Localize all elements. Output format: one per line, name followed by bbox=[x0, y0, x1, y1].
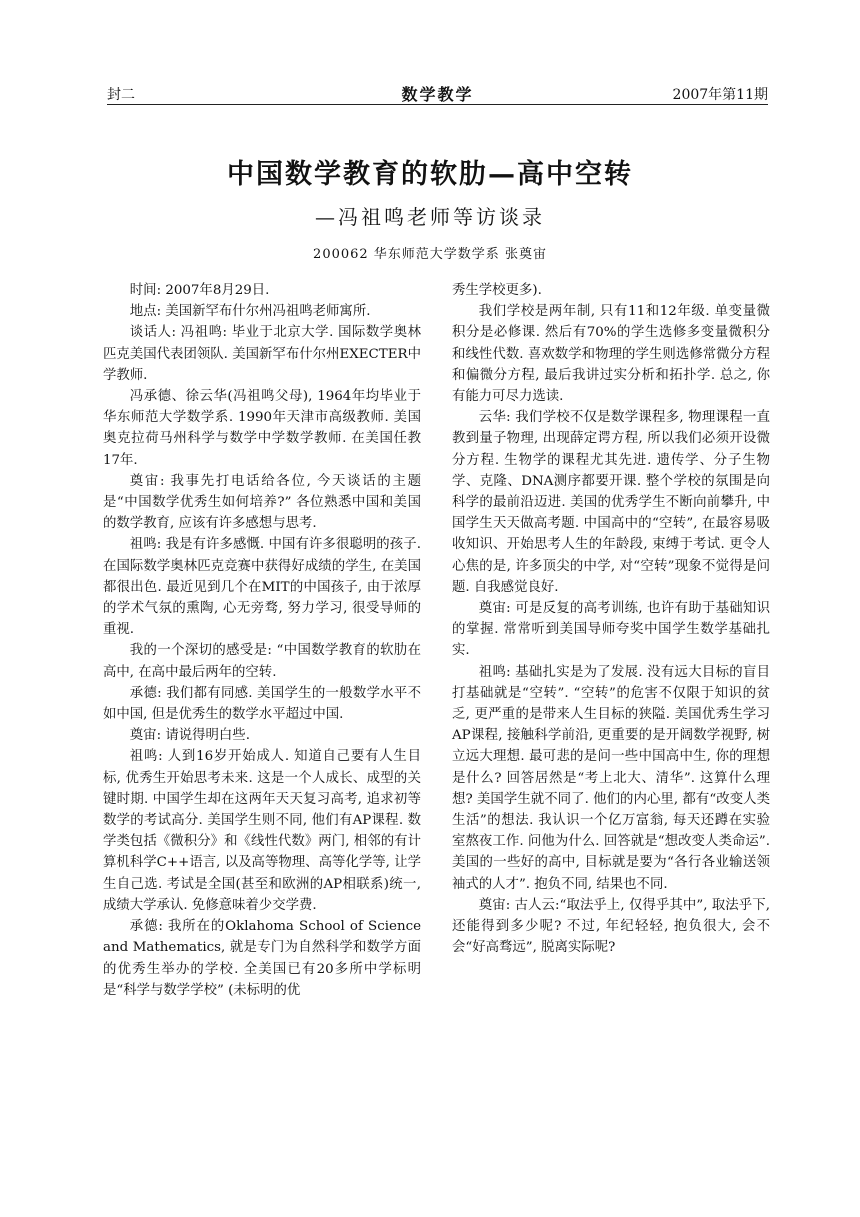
article-title: 中国数学教育的软肋—高中空转 bbox=[227, 159, 633, 190]
running-header bbox=[107, 80, 768, 105]
paragraph: 云华: 我们学校不仅是数学课程多, 物理课程一直教到量子物理, 出现薛定谔方程, 所以我们必须开设微分方程. 生物学的课程尤其先进. 遗传学、分子生物学、克隆、DNA测序都要开课. 整个学校的氛围是向科学的最前沿迈进. 美国的优秀学生不断向前攀升, 中国学生天天做高考题. 中国高中的“空转”, 在最容易吸收知识、开始思考人生的年龄段, 束缚于考试. 更令人心焦的是, 许多顶尖的中学, 对“空转”现象不觉得是问题. 自我感觉良好. bbox=[452, 410, 770, 595]
paragraph: 奠宙: 我事先打电话给各位, 今天谈话的主题是“中国数学优秀生如何培养?” 各位熟悉中国和美国的数学教育, 应该有许多感想与思考. bbox=[103, 473, 421, 532]
paragraph: 奠宙: 古人云:“取法乎上, 仅得乎其中”, 取法乎下, 还能得到多少呢? 不过, 年纪轻轻, 抱负很大, 会不会“好高骛远”, 脱离实际呢? bbox=[452, 897, 770, 956]
journal-name: 数学教学 bbox=[401, 85, 474, 104]
issue-label: 2007年第11期 bbox=[672, 87, 768, 103]
paragraph-continuation: 秀生学校更多). bbox=[452, 283, 542, 298]
right-column bbox=[452, 280, 770, 959]
paragraph: 祖鸣: 我是有许多感慨. 中国有许多很聪明的孩子. 在国际数学奥林匹克竞赛中获得好成绩的学生, 在美国都很出色. 最近见到几个在MIT的中国孩子, 由于浓厚的学术气氛的熏陶, 心无旁骛, 努力学习, 很受导师的重视. bbox=[103, 537, 421, 638]
paragraph: 冯承德、徐云华(冯祖鸣父母), 1964年均毕业于华东师范大学数学系. 1990年天津市高级教师. 美国奥克拉荷马州科学与数学中学数学教师. 在美国任教17年. bbox=[103, 389, 421, 468]
paragraph: 祖鸣: 基础扎实是为了发展. 没有远大目标的盲目打基础就是“空转”. “空转”的危害不仅限于知识的贫乏, 更严重的是带来人生目标的狭隘. 美国优秀生学习AP课程, 接触科学前沿, 更重要的是开阔数学视野, 树立远大理想. 最可悲的是问一些中国高中生, 你的理想是什么? 回答居然是“考上北大、清华”. 这算什么理想? 美国学生就不同了. 他们的内心里, 都有“改变人类生活”的想法. 我认识一个亿万富翁, 每天还蹲在实验室熬夜工作. 问他为什么. 回答就是“想改变人类命运”. 美国的一些好的高中, 目标就是要为“各行各业输送领袖式的人才”. 抱负不同, 结果也不同. bbox=[452, 664, 770, 892]
paragraph: 承德: 我们都有同感. 美国学生的一般数学水平不如中国, 但是优秀生的数学水平超过中国. bbox=[103, 685, 421, 723]
paragraph: 时间: 2007年8月29日. bbox=[129, 283, 270, 298]
left-column bbox=[103, 280, 421, 1001]
paragraph: 我们学校是两年制, 只有11和12年级. 单变量微积分是必修课. 然后有70%的学生选修多变量微积分和线性代数. 喜欢数学和物理的学生则选修常微分方程和偏微分方程, 最后我讲过实分析和拓扑学. 总之, 你有能力可尽力选读. bbox=[452, 304, 770, 405]
paragraph: 地点: 美国新罕布什尔州冯祖鸣老师寓所. bbox=[129, 304, 371, 320]
author-affiliation: 200062 华东师范大学数学系 张奠宙 bbox=[313, 247, 547, 262]
paragraph: 我的一个深切的感受是: “中国数学教育的软肋在高中, 在高中最后两年的空转. bbox=[103, 643, 421, 680]
article-subtitle: —冯祖鸣老师等访谈录 bbox=[315, 205, 545, 229]
header-left-label: 封二 bbox=[107, 87, 135, 103]
paragraph: 承德: 我所在的Oklahoma School of Science and Mathematics, 就是专门为自然科学和数学方面的优秀生举办的学校. 全美国已有20多所中学标明是“科学与数学学校” (未标明的优 bbox=[103, 919, 421, 998]
paragraph: 奠宙: 请说得明白些. bbox=[129, 728, 250, 744]
paragraph: 谈话人: 冯祖鸣: 毕业于北京大学. 国际数学奥林匹克美国代表团领队. 美国新罕布什尔州EXECTER中学教师. bbox=[103, 325, 421, 383]
paragraph: 祖鸣: 人到16岁开始成人. 知道自己要有人生目标, 优秀生开始思考未来. 这是一个人成长、成型的关键时期. 中国学生却在这两年天天复习高考, 追求初等数学的考试高分. 美国学生则不同, 他们有AP课程. 数学类包括《微积分》和《线性代数》两门, 相邻的有计算机科学C++语言, 以及高等物理、高等化学等, 让学生自己选. 考试是全国(甚至和欧洲的AP相联系)统一, 成绩大学承认. 免修意味着少交学费. bbox=[103, 749, 421, 913]
paragraph: 奠宙: 可是反复的高考训练, 也许有助于基础知识的掌握. 常常听到美国导师夸奖中国学生数学基础扎实. bbox=[452, 601, 770, 659]
